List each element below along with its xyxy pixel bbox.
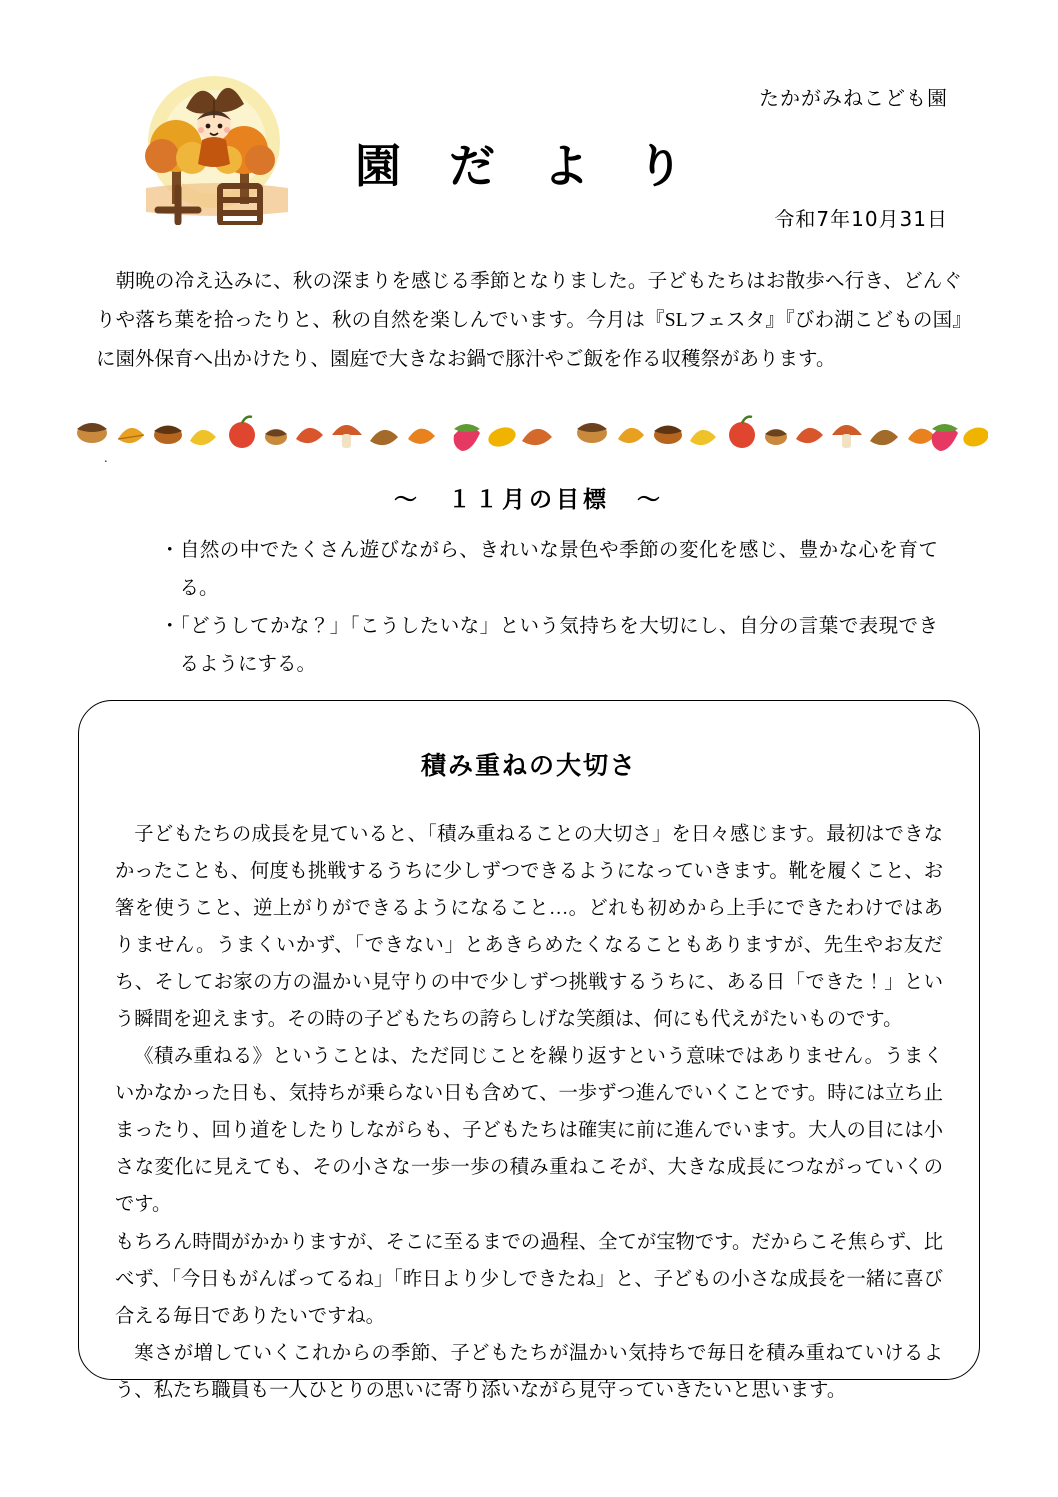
article-panel (78, 700, 980, 1401)
autumn-divider-icon (70, 403, 988, 466)
goal-item: ・自然の中でたくさん遊びながら、きれいな景色や季節の変化を感じ、豊かな心を育てる。 (160, 540, 938, 600)
autumn-november-logo-icon (128, 60, 313, 225)
article-paragraph: 寒さが増していくこれからの季節、子どもたちが温かい気持ちで毎日を積み重ねていけるよう、私たち職員も一人ひとりの思いに寄り添いながら見守っていきたいと思います。 (115, 1342, 943, 1401)
school-name: たかがみねこども園 (759, 86, 948, 110)
page-header (0, 0, 1058, 240)
article-body (115, 816, 943, 1409)
article-paragraph: 《積み重ねる》ということは、ただ同じことを繰り返すという意味ではありません。うまくいかなかった日も、気持ちが乗らない日も含めて、一歩ずつ進んでいくことです。時には立ち止まったり、回り道をしたりしながらも、子どもたちは確実に前に進んでいます。大人の目には小さな変化に見えても、その小さな一歩一歩の積み重ねこそが、大きな成長につながっていくのです。 (115, 1046, 943, 1216)
article-paragraph: 子どもたちの成長を見ていると、「積み重ねることの大切さ」を日々感じます。最初はできなかったことも、何度も挑戦するうちに少しずつできるようになっていきます。靴を履くこと、お箸を使うこと、逆上がりができるようになること…。どれも初めから上手にできたわけではありません。うまくいかず、「できない」とあきらめたくなることもありますが、先生やお友だち、そしてお家の方の温かい見守りの中で少しずつ挑戦するうちに、ある日「できた！」という瞬間を迎えます。その時の子どもたちの誇らしげな笑顔は、何にも代えがたいものです。 (115, 824, 943, 1031)
issue-date: 令和7年10月31日 (774, 207, 948, 231)
monthly-goals-heading: 〜 １１月の目標 〜 (394, 487, 664, 513)
monthly-goals-list (160, 532, 938, 684)
article-title: 積み重ねの大切さ (420, 751, 637, 780)
goal-item: ・「どうしてかな？」「こうしたいな」という気持ちを大切にし、自分の言葉で表現できるようにする。 (160, 616, 938, 676)
article-paragraph: もちろん時間がかかりますが、そこに至るまでの過程、全てが宝物です。だからこそ焦らず、比べず、「今日もがんばってるね」「昨日より少しできたね」と、子どもの小さな成長を一緒に喜び合える毎日でありたいですね。 (115, 1231, 943, 1327)
intro-paragraph: 朝晩の冷え込みに、秋の深まりを感じる季節となりました。子どもたちはお散歩へ行き、どんぐりや落ち葉を拾ったりと、秋の自然を楽しんでいます。今月は『SLフェスタ』『びわ湖こどもの国』に園外保育へ出かけたり、園庭で大きなお鍋で豚汁やご飯を作る収穫祭があります。 (96, 271, 962, 370)
divider-trailing-mark: . (104, 451, 108, 466)
page-title: 園 だ よ り (355, 139, 700, 193)
